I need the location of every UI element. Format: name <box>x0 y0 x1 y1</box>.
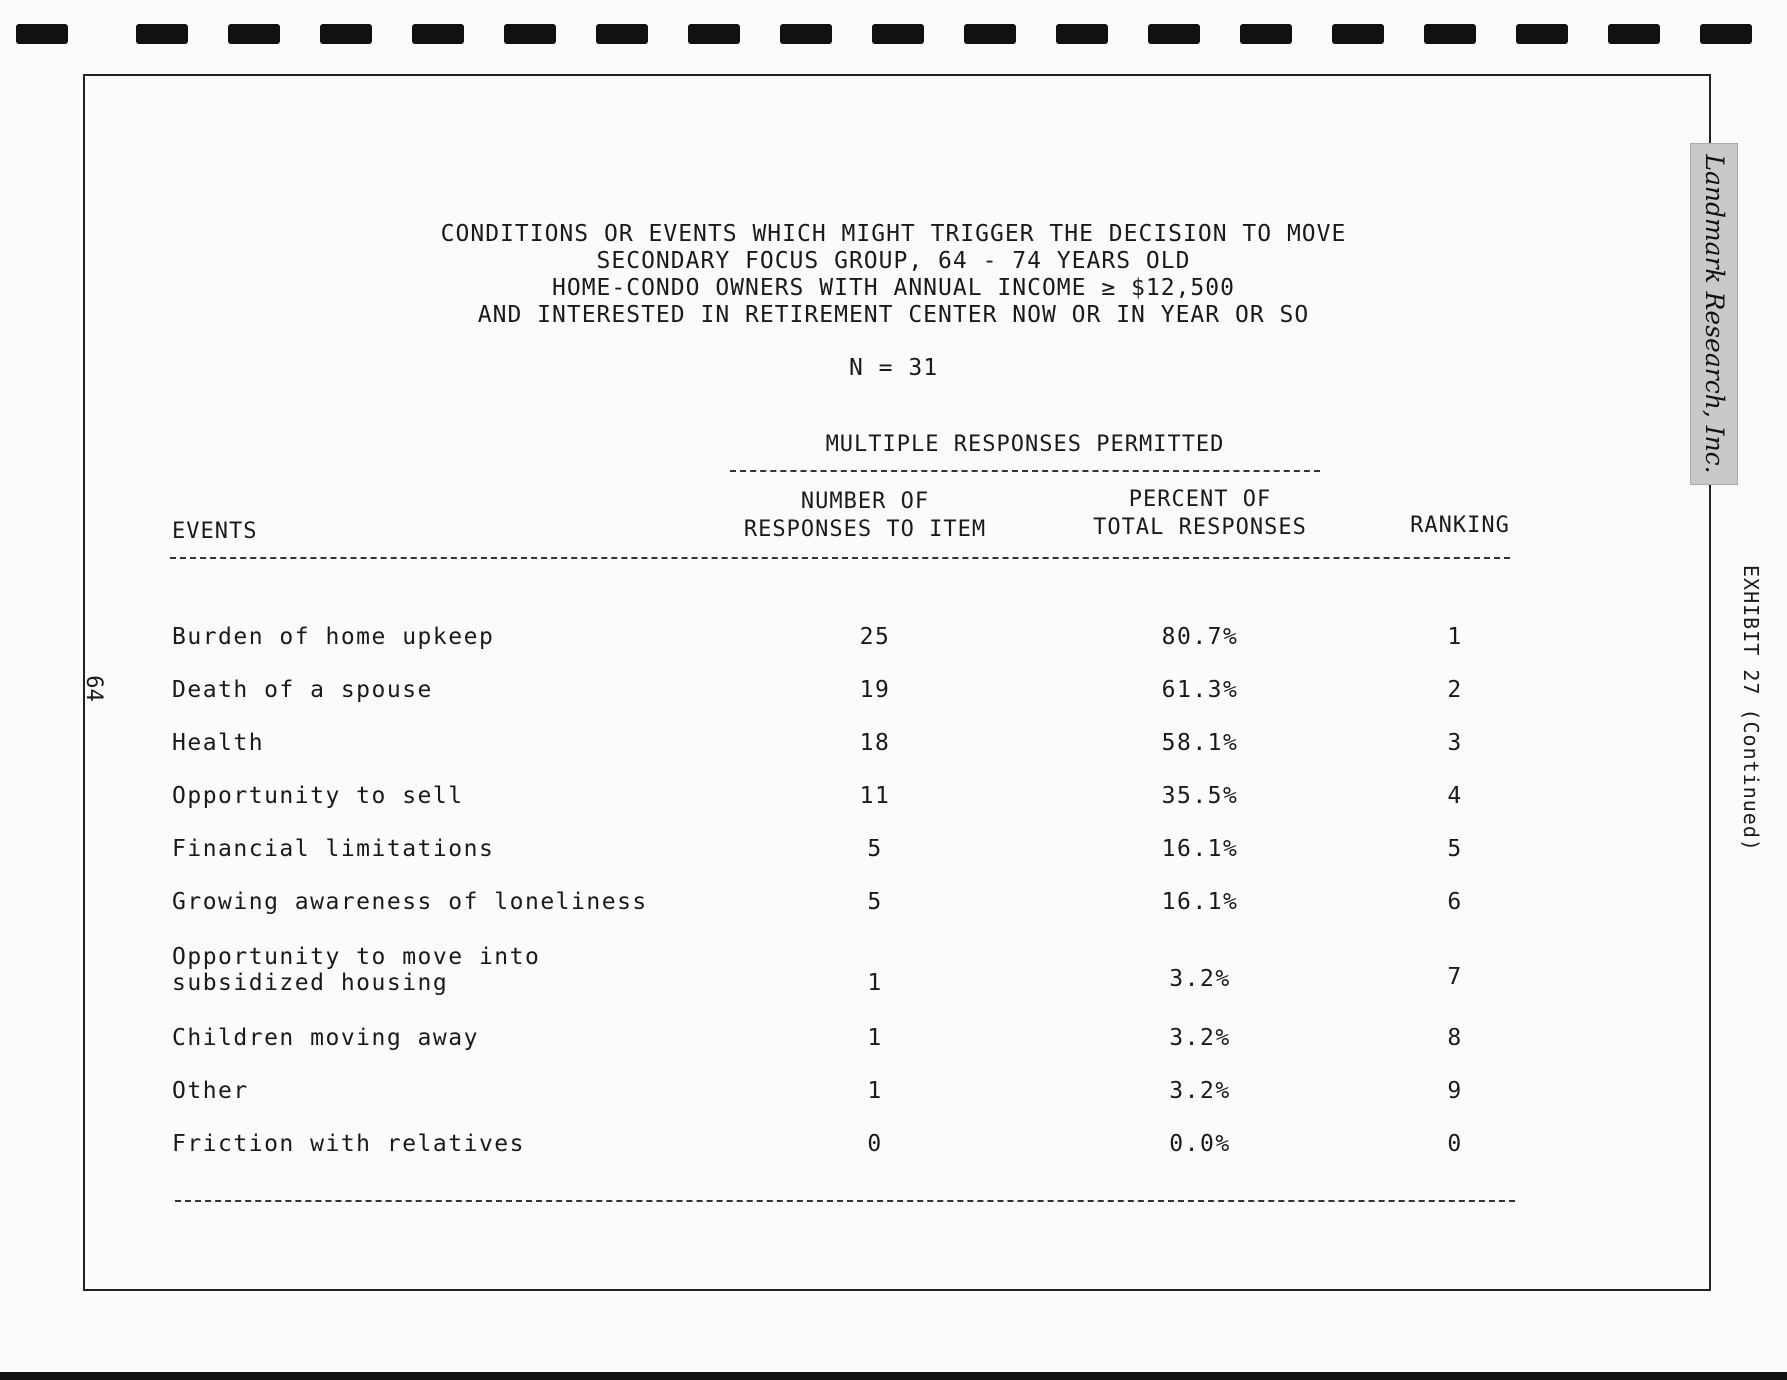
event-label: Friction with relatives <box>172 1131 525 1157</box>
column-header-events: EVENTS <box>172 519 258 544</box>
event-label <box>172 944 540 996</box>
perforation-mark <box>1608 24 1660 44</box>
perforation-mark <box>1240 24 1292 44</box>
ranking: 1 <box>1447 624 1463 650</box>
column-header-number-line: NUMBER OF <box>800 489 930 514</box>
responses-count: 25 <box>859 624 891 650</box>
percent-of-total: 3.2% <box>1169 1025 1231 1051</box>
responses-count: 19 <box>859 677 891 703</box>
bottom-edge <box>0 1372 1787 1380</box>
perforation-mark <box>1516 24 1568 44</box>
event-label: Health <box>172 730 265 756</box>
column-header-percent-line: TOTAL RESPONSES <box>1093 515 1307 540</box>
percent-of-total: 16.1% <box>1161 836 1239 862</box>
perforation-mark <box>1700 24 1752 44</box>
event-label: Financial limitations <box>172 836 495 862</box>
ranking: 0 <box>1447 1131 1463 1157</box>
column-header-percent-line: PERCENT OF <box>1128 487 1272 512</box>
event-label: Opportunity to sell <box>172 783 464 809</box>
perforation-mark <box>1332 24 1384 44</box>
responses-count: 11 <box>859 783 891 809</box>
perforation-mark <box>872 24 924 44</box>
percent-of-total: 3.2% <box>1169 1078 1231 1104</box>
perforation-mark <box>136 24 188 44</box>
ranking: 2 <box>1447 677 1463 703</box>
perforation-mark <box>228 24 280 44</box>
title-line: CONDITIONS OR EVENTS WHICH MIGHT TRIGGER THE DECISION TO MOVE <box>440 221 1347 247</box>
title-line: HOME-CONDO OWNERS WITH ANNUAL INCOME ≥ $12,500 <box>552 275 1235 301</box>
ranking: 4 <box>1447 783 1463 809</box>
perforation-mark <box>596 24 648 44</box>
sample-size: N = 31 <box>848 355 939 381</box>
responses-count: 5 <box>867 889 883 915</box>
responses-count: 0 <box>867 1131 883 1157</box>
title-line: AND INTERESTED IN RETIREMENT CENTER NOW OR IN YEAR OR SO <box>477 302 1310 328</box>
percent-of-total: 3.2% <box>1169 966 1231 992</box>
event-label: Other <box>172 1078 249 1104</box>
responses-count: 1 <box>867 970 883 996</box>
group-header-rule <box>730 470 1320 472</box>
ranking: 3 <box>1447 730 1463 756</box>
ranking: 8 <box>1447 1025 1463 1051</box>
responses-count: 18 <box>859 730 891 756</box>
responses-count: 5 <box>867 836 883 862</box>
event-label-line: Opportunity to move into <box>172 944 541 970</box>
event-label: Death of a spouse <box>172 677 433 703</box>
percent-of-total: 80.7% <box>1161 624 1239 650</box>
percent-of-total: 58.1% <box>1161 730 1239 756</box>
footer-rule <box>175 1200 1515 1202</box>
header-rule <box>170 557 1510 559</box>
perforation-mark <box>688 24 740 44</box>
percent-of-total: 61.3% <box>1161 677 1239 703</box>
percent-of-total: 0.0% <box>1169 1131 1231 1157</box>
page-number: 64 <box>80 675 106 702</box>
ranking: 7 <box>1447 964 1463 990</box>
responses-count: 1 <box>867 1078 883 1104</box>
event-label: Burden of home upkeep <box>172 624 495 650</box>
perforation-mark <box>964 24 1016 44</box>
event-label: Growing awareness of loneliness <box>172 889 648 915</box>
perforation-mark <box>1424 24 1476 44</box>
ranking: 5 <box>1447 836 1463 862</box>
company-logo-tab <box>1690 143 1738 485</box>
group-header: MULTIPLE RESPONSES PERMITTED <box>825 432 1225 457</box>
title-line: SECONDARY FOCUS GROUP, 64 - 74 YEARS OLD <box>596 248 1191 274</box>
percent-of-total: 35.5% <box>1161 783 1239 809</box>
perforation-mark <box>504 24 556 44</box>
ranking: 9 <box>1447 1078 1463 1104</box>
event-label-line: subsidized housing <box>172 970 449 996</box>
event-label: Children moving away <box>172 1025 479 1051</box>
perforation-mark <box>16 24 68 44</box>
perforation-mark <box>320 24 372 44</box>
ranking: 6 <box>1447 889 1463 915</box>
logo-text: Landmark Research, Inc. <box>1700 154 1729 474</box>
responses-count: 1 <box>867 1025 883 1051</box>
exhibit-label: EXHIBIT 27 (Continued) <box>1739 565 1763 852</box>
table-title <box>0 221 1787 329</box>
column-header-number-line: RESPONSES TO ITEM <box>743 517 987 542</box>
perforation-mark <box>1148 24 1200 44</box>
perforation-mark <box>412 24 464 44</box>
column-header-ranking: RANKING <box>1410 513 1510 538</box>
perforation-mark <box>780 24 832 44</box>
column-header-number <box>720 488 1010 544</box>
percent-of-total: 16.1% <box>1161 889 1239 915</box>
column-header-percent <box>1070 486 1330 542</box>
perforation-mark <box>1056 24 1108 44</box>
perforation-strip <box>16 24 1756 44</box>
